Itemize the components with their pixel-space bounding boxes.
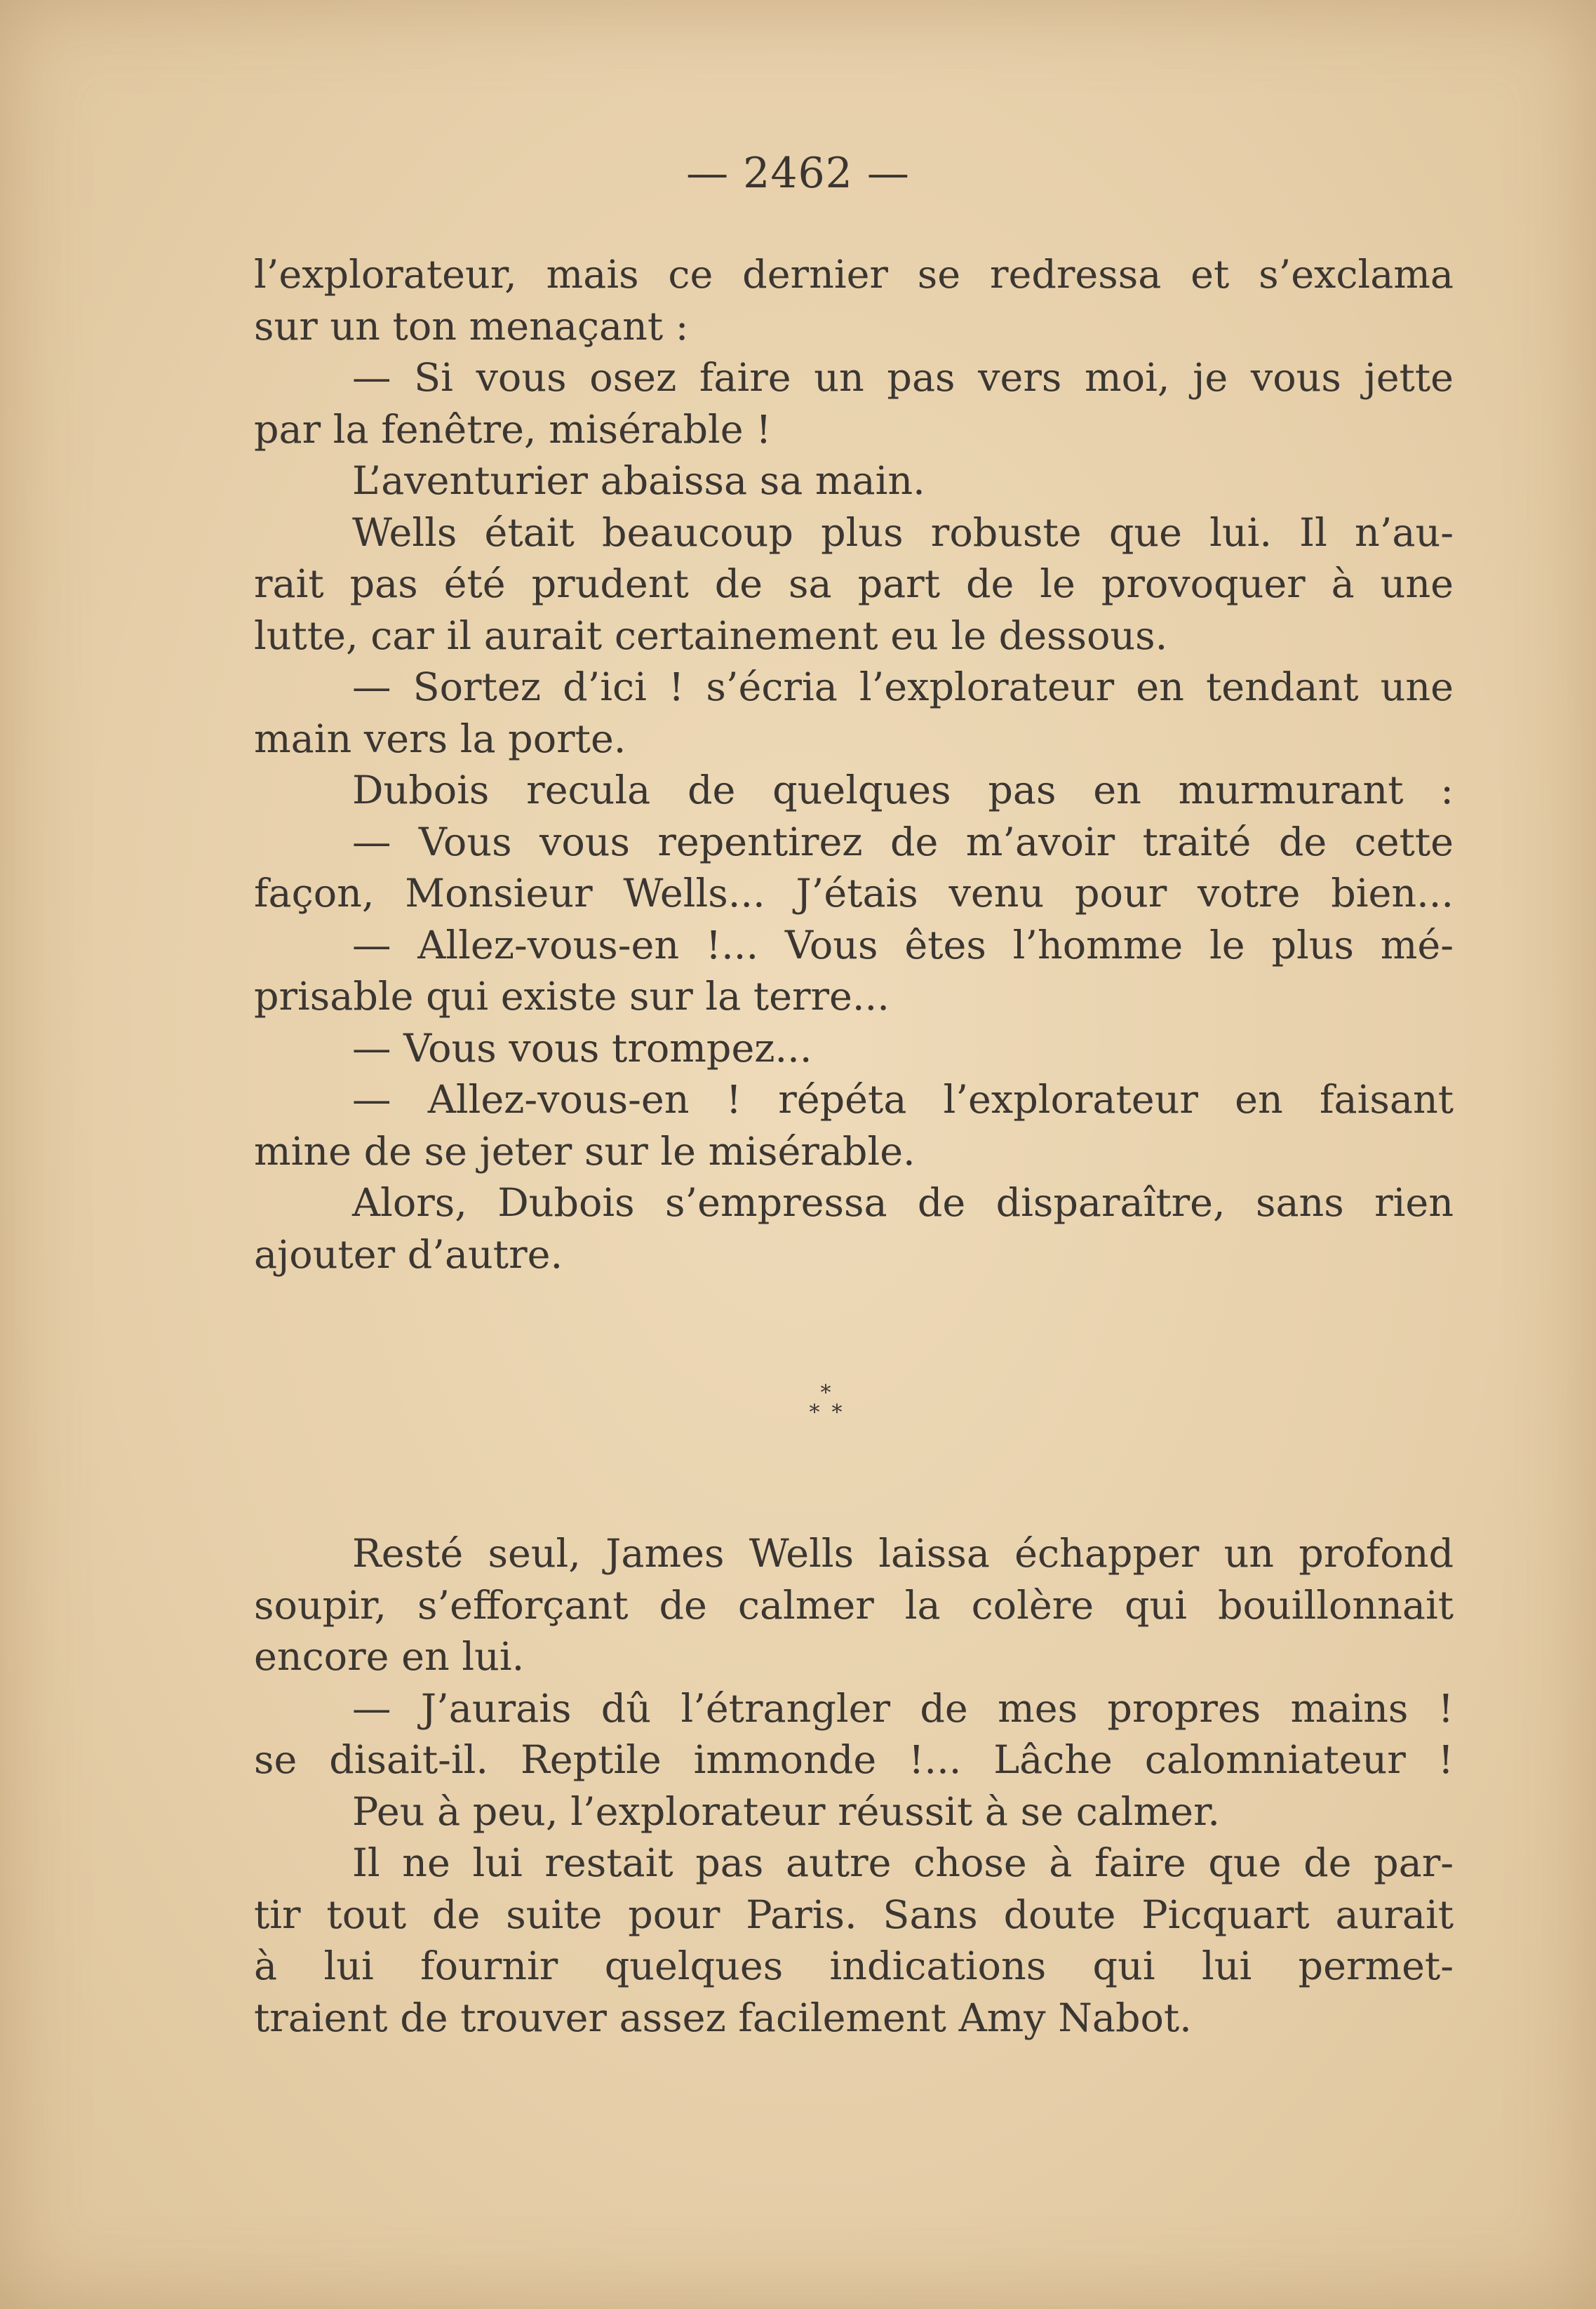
text-line: Alors, Dubois s’empressa de disparaître, sans rien: [352, 1180, 1454, 1226]
text-line: façon, Monsieur Wells... J’étais venu pour votre bien...: [254, 871, 1454, 916]
text-line: — Vous vous trompez...: [352, 1025, 812, 1071]
text-line: — Si vous osez faire un pas vers moi, je vous jette: [352, 355, 1454, 401]
svg-text:*: *: [820, 1381, 831, 1405]
text-line: — Allez-vous-en ! répéta l’explorateur en faisant: [352, 1077, 1454, 1123]
text-line: à lui fournir quelques indications qui lui permet-: [254, 1943, 1454, 1989]
text-block-top: [254, 249, 1454, 1280]
text-line: lutte, car il aurait certainement eu le dessous.: [254, 613, 1168, 659]
text-line: main vers la porte.: [254, 716, 626, 762]
text-line: traient de trouver assez facilement Amy Nabot.: [254, 1995, 1192, 2041]
text-line: encore en lui.: [254, 1634, 525, 1680]
text-line: — Allez-vous-en !... Vous êtes l’homme le plus mé-: [352, 922, 1454, 968]
text-line: prisable qui existe sur la terre...: [254, 974, 890, 1019]
text-line: — Vous vous repentirez de m’avoir traité de cette: [352, 819, 1454, 865]
text-line: rait pas été prudent de sa part de le provoquer à une: [254, 561, 1454, 607]
text-line: se disait-il. Reptile immonde !... Lâche calomniateur !: [254, 1737, 1454, 1783]
text-line: Il ne lui restait pas autre chose à faire que de par-: [352, 1840, 1454, 1886]
page-number: — 2462 —: [686, 149, 910, 198]
text-line: — Sortez d’ici ! s’écria l’explorateur en tendant une: [352, 664, 1454, 710]
text-line: L’aventurier abaissa sa main.: [352, 458, 925, 504]
text-line: Peu à peu, l’explorateur réussit à se calmer.: [352, 1788, 1221, 1835]
text-line: soupir, s’efforçant de calmer la colère qui bouillonnait: [254, 1582, 1454, 1628]
text-line: ajouter d’autre.: [254, 1231, 563, 1278]
text-line: tir tout de suite pour Paris. Sans doute Picquart aurait: [254, 1892, 1454, 1938]
text-line: Resté seul, James Wells laissa échapper un profond: [352, 1531, 1454, 1577]
text-block-bottom: [254, 1528, 1454, 2044]
text-line: Dubois recula de quelques pas en murmurant :: [352, 768, 1454, 813]
svg-text:*: *: [809, 1400, 820, 1425]
text-line: mine de se jeter sur le misérable.: [254, 1128, 916, 1174]
text-line: l’explorateur, mais ce dernier se redressa et s’exclama: [254, 252, 1454, 297]
svg-text:*: *: [831, 1400, 843, 1425]
text-line: sur un ton menaçant :: [254, 303, 689, 349]
text-line: par la fenêtre, misérable !: [254, 406, 772, 453]
text-line: Wells était beaucoup plus robuste que lui. Il n’au-: [352, 509, 1454, 556]
asterism-separator-icon: [798, 1379, 854, 1435]
text-line: — J’aurais dû l’étrangler de mes propres mains !: [352, 1685, 1454, 1732]
